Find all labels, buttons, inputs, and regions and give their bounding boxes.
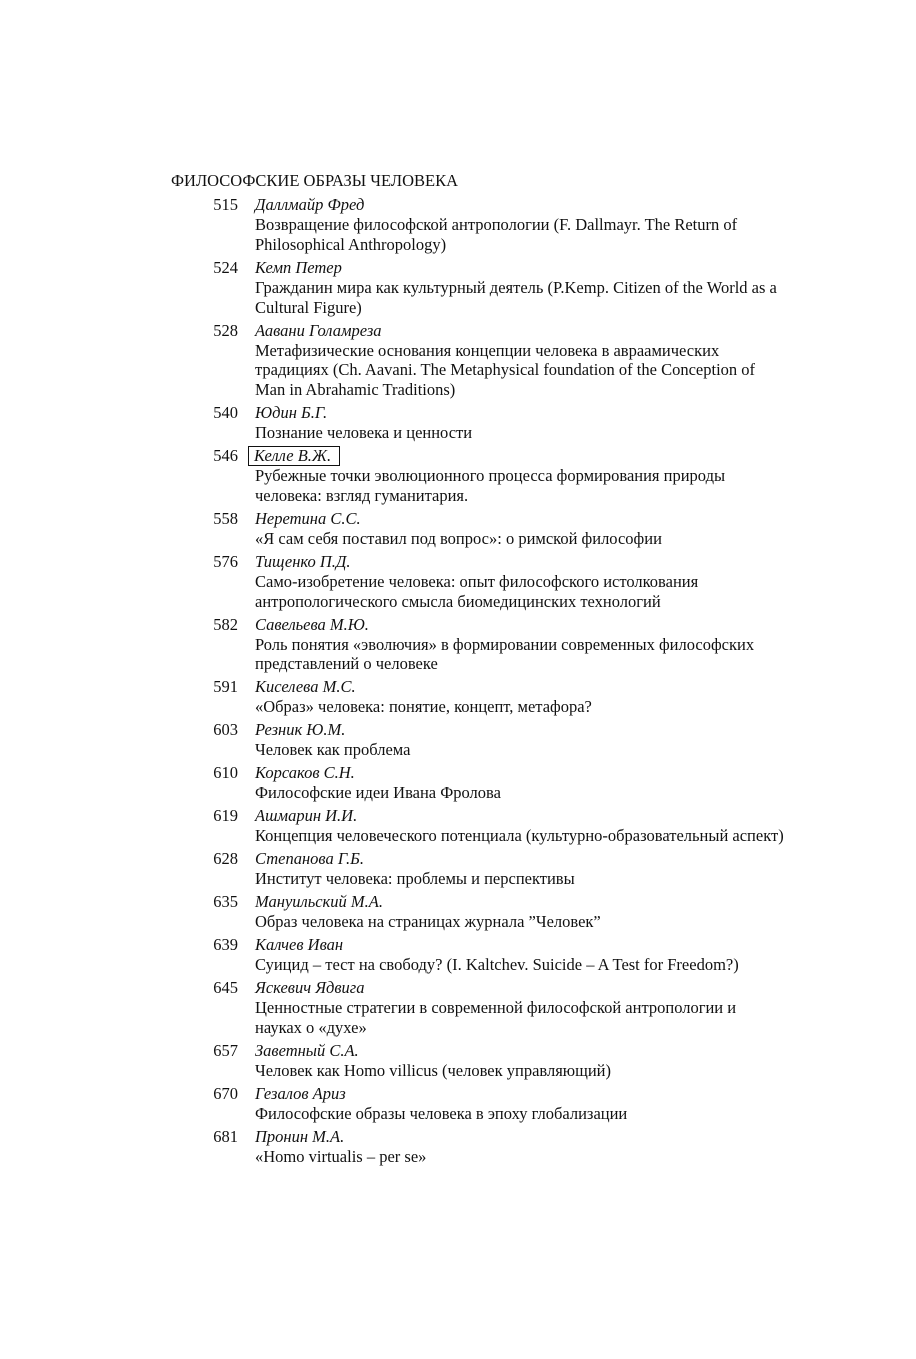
author-name: Даллмайр Фред bbox=[255, 195, 365, 214]
author-name: Тищенко П.Д. bbox=[255, 551, 351, 571]
page-number: 591 bbox=[213, 677, 238, 697]
author-name: Кемп Петер bbox=[255, 257, 342, 277]
article-title: Ценностные стратегии в современной философской антропологии и науках о «духе» bbox=[255, 998, 737, 1038]
author-name: Юдин Б.Г. bbox=[255, 403, 328, 423]
author-name: Аавани Голамреза bbox=[255, 320, 382, 340]
page-number: 540 bbox=[213, 403, 238, 423]
author-name: Мануильский М.А. bbox=[255, 892, 383, 912]
page-number: 528 bbox=[213, 320, 238, 340]
page-number: 524 bbox=[213, 257, 238, 277]
page-number: 635 bbox=[213, 892, 238, 912]
page-number: 546 bbox=[213, 446, 238, 466]
page-number: 619 bbox=[213, 806, 238, 826]
page-number: 558 bbox=[213, 508, 238, 528]
toc-entry-highlighted bbox=[0, 446, 916, 506]
author-name: Резник Ю.М. bbox=[255, 720, 346, 740]
section-title: ФИЛОСОФСКИЕ ОБРАЗЫ ЧЕЛОВЕКА bbox=[171, 171, 458, 190]
toc-entry bbox=[0, 720, 916, 760]
article-title: Институт человека: проблемы и перспективы bbox=[255, 869, 575, 889]
page-number: 670 bbox=[213, 1084, 238, 1104]
toc-entry bbox=[0, 677, 916, 717]
toc-entry bbox=[0, 258, 916, 318]
author-name: Ашмарин И.И. bbox=[255, 806, 358, 826]
author-name: Неретина С.С. bbox=[255, 508, 361, 528]
toc-entry bbox=[0, 1084, 916, 1124]
author-name: Калчев Иван bbox=[255, 935, 344, 955]
toc-entry bbox=[0, 978, 916, 1038]
article-title: Философские образы человека в эпоху глобализации bbox=[255, 1104, 628, 1124]
author-name: Гезалов Ариз bbox=[255, 1084, 346, 1104]
article-title: Метафизические основания концепции человека в авраамических традициях (Ch. Aavani. The Metaphysical foundation of the Conception of Man in Abrahamic Traditions) bbox=[255, 340, 756, 400]
toc-entry bbox=[0, 321, 916, 400]
toc-entry bbox=[0, 1041, 916, 1081]
article-title: «Homo virtualis – per se» bbox=[255, 1147, 427, 1167]
page-number: 628 bbox=[213, 849, 238, 869]
author-name: Яскевич Ядвига bbox=[255, 978, 365, 998]
page-number: 645 bbox=[213, 978, 238, 998]
author-name: Савельева М.Ю. bbox=[255, 614, 369, 634]
page-number: 582 bbox=[213, 614, 238, 634]
article-title: Рубежные точки эволюционного процесса формирования природы человека: взгляд гуманитария. bbox=[255, 466, 726, 505]
page-number: 610 bbox=[213, 763, 238, 783]
article-title: Философские идеи Ивана Фролова bbox=[255, 783, 501, 803]
article-title: Человек как проблема bbox=[255, 740, 411, 760]
author-box-label: Келле В.Ж. bbox=[248, 446, 340, 466]
article-title: Человек как Homo villicus (человек управляющий) bbox=[255, 1061, 611, 1081]
page-number: 657 bbox=[213, 1041, 238, 1061]
article-title: Гражданин мира как культурный деятель (P.Kemp. Citizen of the World as a Cultural Figure) bbox=[255, 277, 777, 317]
toc-entry bbox=[0, 615, 916, 675]
toc-entry bbox=[0, 552, 916, 612]
page-number: 639 bbox=[213, 935, 238, 955]
toc-entry bbox=[0, 763, 916, 803]
article-title: Роль понятия «эволючия» в формировании современных философских представлений о человеке bbox=[255, 634, 755, 674]
author-name: Степанова Г.Б. bbox=[255, 849, 364, 869]
toc-entry bbox=[0, 195, 916, 255]
page-number: 681 bbox=[213, 1127, 238, 1147]
author-name-boxed[interactable] bbox=[255, 446, 916, 466]
author-name: Заветный С.А. bbox=[255, 1041, 359, 1061]
author-name: Киселева М.С. bbox=[255, 677, 356, 697]
toc-entry bbox=[0, 849, 916, 889]
article-title: Суицид – тест на свободу? (I. Kaltchev. Suicide – A Test for Freedom?) bbox=[255, 955, 739, 975]
toc-entry bbox=[0, 509, 916, 549]
article-title: «Я сам себя поставил под вопрос»: о римской философии bbox=[255, 528, 662, 548]
page-number: 603 bbox=[213, 720, 238, 740]
toc-entry bbox=[0, 935, 916, 975]
article-title: Само-изобретение человека: опыт философского истолкования антропологического смысла биомедицинских технологий bbox=[255, 571, 699, 611]
article-title: «Образ» человека: понятие, концепт, метафора? bbox=[255, 697, 592, 717]
table-of-contents bbox=[0, 195, 916, 1170]
toc-entry bbox=[0, 892, 916, 932]
page-number: 576 bbox=[213, 551, 238, 571]
page-number: 515 bbox=[213, 195, 238, 214]
toc-entry bbox=[0, 1127, 916, 1167]
toc-entry bbox=[0, 403, 916, 443]
article-title: Концепция человеческого потенциала (культурно-образовательный аспект) bbox=[255, 826, 784, 846]
article-title: Возвращение философской антропологии (F. Dallmayr. The Return of Philosophical Anthropology) bbox=[255, 215, 738, 254]
author-name: Пронин М.А. bbox=[255, 1127, 345, 1147]
article-title: Познание человека и ценности bbox=[255, 423, 473, 443]
author-name: Корсаков С.Н. bbox=[255, 763, 355, 783]
toc-entry bbox=[0, 806, 916, 846]
article-title: Образ человека на страницах журнала ”Человек” bbox=[255, 912, 601, 932]
